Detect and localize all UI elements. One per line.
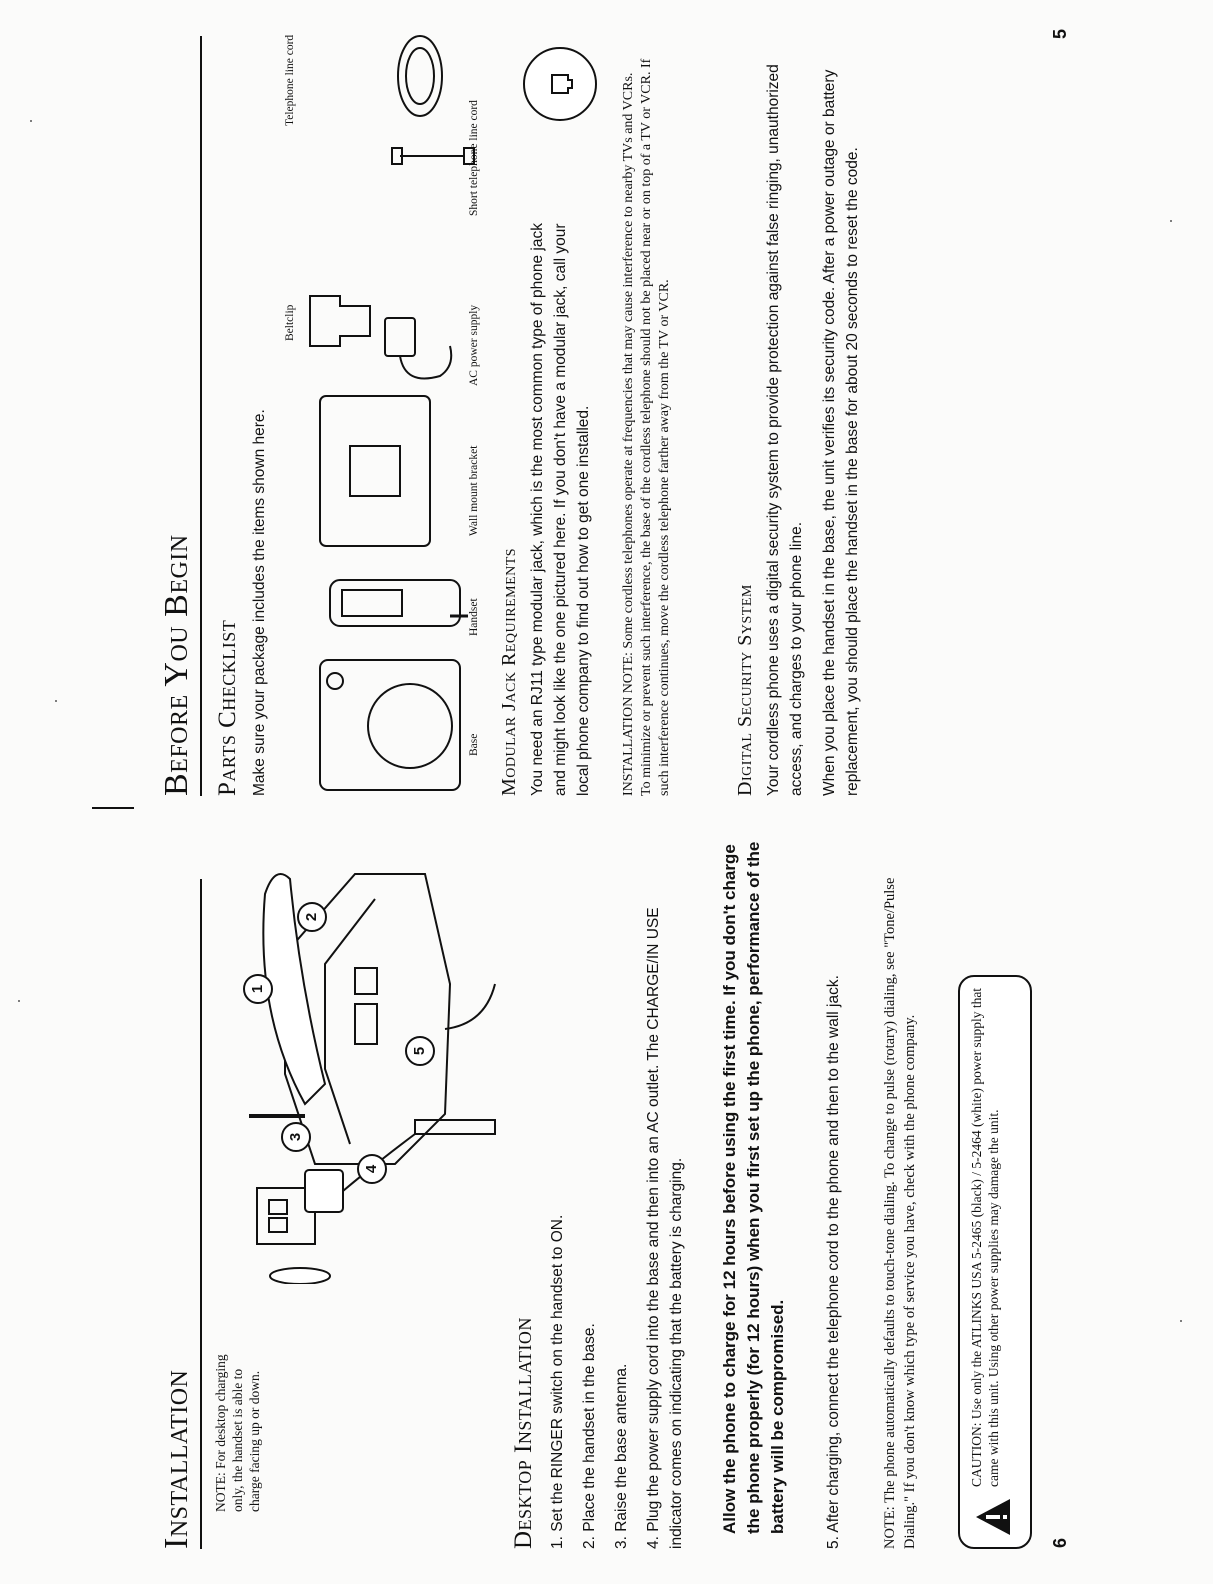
title-rule-right (200, 36, 202, 796)
scan-speck (30, 120, 32, 122)
before-you-begin-title: Before You Begin (158, 534, 195, 796)
modular-jack-text: You need an RJ11 type modular jack, which is the most common type of phone jack and might look like the one pictured here. If you don't have a modular jack, call your local phone company to find out how to get one installed. (529, 223, 592, 796)
step-2: 2. Place the handset in the base. (581, 1323, 598, 1549)
title-rule (200, 879, 202, 1549)
installation-note: INSTALLATION NOTE: Some cordless telephones operate at frequencies that may cause interference to nearby TVs and VCRs. To minimize or prevent such interference, the base of the cordless telephone should not be placed near or on top of a TV or VCR. If such interference continues, move the cordless telephone farther away from the TV or VCR. (621, 58, 672, 796)
security-paragraph-2: When you place the handset in the base, the unit verifies its security code. After a power outage or battery replacement, you should place the handset in the base for about 20 seconds to reset the code. (821, 69, 861, 796)
callout-3: 3 (281, 1122, 311, 1152)
installation-illustration (245, 854, 505, 1284)
dialing-note: NOTE: The phone automatically defaults to touch-tone dialing. To change to pulse (rotary) dialing, see "Tone/Pulse Dialing." If you don't know which type of service you have, check with the phone company. (882, 877, 918, 1549)
callout-2: 2 (297, 902, 327, 932)
caption-line-cord: Telephone line cord (284, 34, 296, 126)
parts-intro: Make sure your package includes the items shown here. (251, 409, 268, 796)
installation-diagram (245, 854, 505, 1284)
security-paragraph-1: Your cordless phone uses a digital security system to provide protection against false ringing, unauthorized access, and charges to your phone line. (765, 64, 805, 796)
installation-title: Installation (158, 1369, 195, 1549)
step-3: 3. Raise the base antenna. (613, 1363, 630, 1549)
parts-diagram (280, 16, 490, 796)
caption-wall-mount: Wall mount bracket (468, 445, 480, 536)
warning-icon (974, 1497, 1017, 1537)
step-5: 5. After charging, connect the telephone cord to the phone and then to the wall jack. (825, 975, 842, 1549)
left-page (0, 824, 1213, 1584)
desktop-note: NOTE: For desktop charging only, the handset is able to charge facing up or down. (213, 1354, 262, 1512)
callout-1: 1 (243, 974, 273, 1004)
scan-speck (18, 1000, 20, 1002)
caption-base: Base (468, 733, 480, 756)
desktop-installation-heading: Desktop Installation (510, 1317, 537, 1549)
callout-4: 4 (357, 1154, 387, 1184)
scan-speck (1170, 220, 1172, 222)
caution-text: CAUTION: Use only the ATLINKS USA 5-2465 (black) / 5-2464 (white) power supply that came with this unit. Using other power supplies may damage the unit. (969, 987, 1001, 1487)
page-number-5: 5 (1050, 28, 1070, 39)
scan-speck (55, 700, 57, 702)
scan-speck (1180, 1320, 1182, 1322)
parts-checklist-heading: Parts Checklist (214, 619, 241, 796)
callout-5: 5 (405, 1036, 435, 1066)
page-number-6: 6 (1050, 1537, 1070, 1548)
modular-jack-heading: Modular Jack Requirements (498, 547, 520, 796)
parts-illustrations (280, 16, 490, 796)
step-4: 4. Plug the power supply cord into the base and then into an AC outlet. The CHARGE/IN USE indicator comes on indicating that the battery is charging. (645, 907, 685, 1549)
digital-security-heading: Digital Security System (734, 584, 756, 796)
caption-handset: Handset (468, 598, 480, 636)
caption-short-cord: Short telephone line cord (468, 100, 480, 216)
caution-box (958, 975, 1032, 1549)
step-1: 1. Set the RINGER switch on the handset to ON. (549, 1214, 566, 1549)
charge-warning: Allow the phone to charge for 12 hours before using the first time. If you don't charge the phone properly (for 12 hours) when you first set up the phone, performance of the battery will be compromised. (720, 841, 787, 1534)
rj11-jack-illustration (520, 44, 600, 124)
caption-ac-power: AC power supply (468, 304, 480, 386)
caption-beltclip: Beltclip (284, 304, 296, 341)
